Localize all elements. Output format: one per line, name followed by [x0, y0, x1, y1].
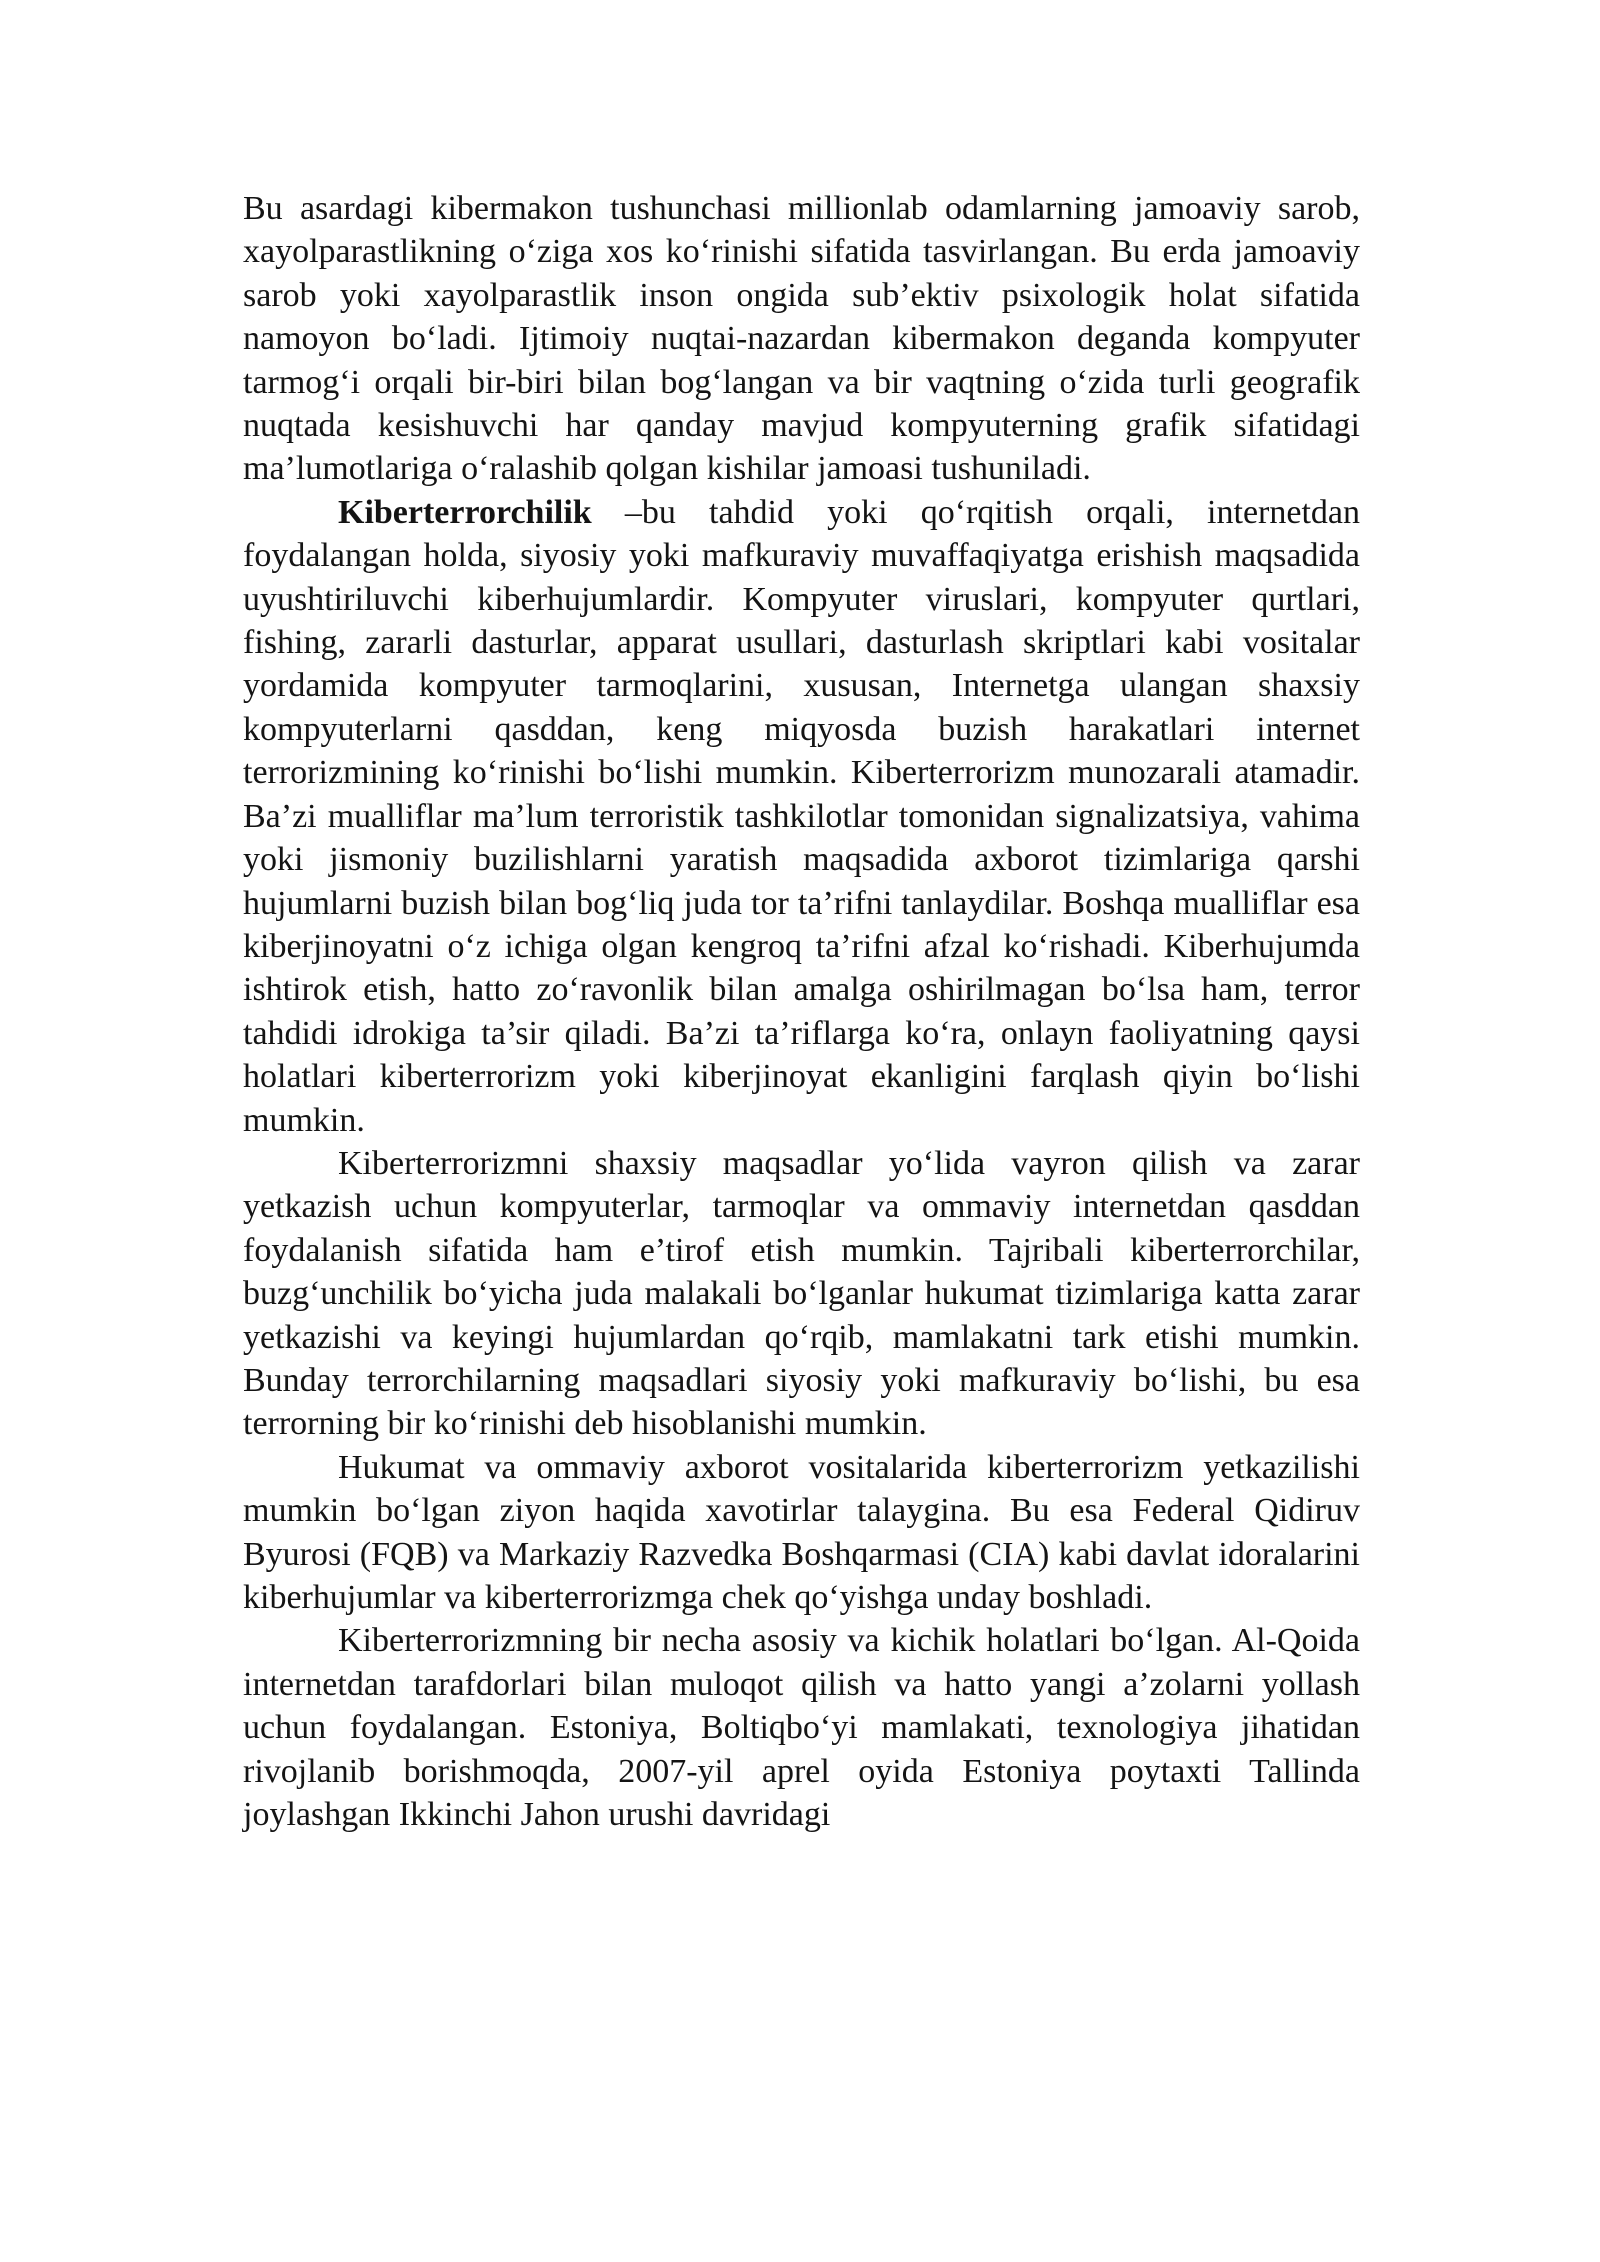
document-page — [243, 187, 1360, 1836]
paragraph-body: –bu tahdid yoki qo‘rqitish orqali, internetdan foydalangan holda, siyosiy yoki mafkuraviy muvaffaqiyatga erishish maqsadida uyushtiriluvchi kiberhujumlardir. Kompyuter viruslari, kompyuter qurtlari, fishing, zararli dasturlar, apparat usullari, dasturlash skriptlari kabi vositalar yordamida kompyuter tarmoqlarini, xususan, Internetga ulangan shaxsiy kompyuterlarni qasddan, keng miqyosda buzish harakatlari internet terrorizmining ko‘rinishi bo‘lishi mumkin. Kiberterrorizm munozarali atamadir. Ba’zi mualliflar ma’lum terroristik tashkilotlar tomonidan signalizatsiya, vahima yoki jismoniy buzilishlarni yaratish maqsadida axborot tizimlariga qarshi hujumlarni buzish bilan bog‘liq juda tor ta’rifni tanlaydilar. Boshqa mualliflar esa kiberjinoyatni o‘z ichiga olgan kengroq ta’rifni afzal ko‘rishadi. Kiberhujumda ishtirok etish, hatto zo‘ravonlik bilan amalga oshirilmagan bo‘lsa ham, terror tahdidi idrokiga ta’sir qiladi. Ba’zi ta’riflarga ko‘ra, onlayn faoliyatning qaysi holatlari kiberterrorizm yoki kiberjinoyat ekanligini farqlash qiyin bo‘lishi mumkin. — [243, 493, 1360, 1139]
paragraph-personal-goals: Kiberterrorizmni shaxsiy maqsadlar yo‘lida vayron qilish va zarar yetkazish uchun kompyuterlar, tarmoqlar va ommaviy internetdan qasddan foydalanish sifatida ham e’tirof etish mumkin. Tajribali kiberterrorchilar, buzg‘unchilik bo‘yicha juda malakali bo‘lganlar hukumat tizimlariga katta zarar yetkazishi va keyingi hujumlardan qo‘rqib, mamlakatni tark etishi mumkin. Bunday terrorchilarning maqsadlari siyosiy yoki mafkuraviy bo‘lishi, bu esa terrorning bir ko‘rinishi deb hisoblanishi mumkin. — [243, 1144, 1360, 1443]
paragraph-cyberterrorism-definition — [243, 491, 1360, 1142]
paragraph-cyberspace: Bu asardagi kibermakon tushunchasi millionlab odamlarning jamoaviy sarob, xayolparastlikning o‘ziga xos ko‘rinishi sifatida tasvirlangan. Bu erda jamoaviy sarob yoki xayolparastlik inson ongida sub’ektiv psixologik holat sifatida namoyon bo‘ladi. Ijtimoiy nuqtai-nazardan kibermakon deganda kompyuter tarmog‘i orqali bir-biri bilan bog‘langan va bir vaqtning o‘zida turli geografik nuqtada kesishuvchi har qanday mavjud kompyuterning grafik sifatidagi ma’lumotlariga o‘ralashib qolgan kishilar jamoasi tushuniladi. — [243, 190, 1360, 488]
term-kiberterrorchilik: Kiberterrorchilik — [338, 493, 592, 531]
paragraph-cases: Kiberterrorizmning bir necha asosiy va kichik holatlari bo‘lgan. Al-Qoida internetdan tarafdorlari bilan muloqot qilish va hatto yangi a’zolarni yollash uchun foydalangan. Estoniya, Boltiqbo‘yi mamlakati, texnologiya jihatidan rivojlanib borishmoqda, 2007-yil aprel oyida Estoniya poytaxti Tallinda joylashgan Ikkinchi Jahon urushi davridagi — [243, 1622, 1360, 1834]
paragraph-government-concerns: Hukumat va ommaviy axborot vositalarida kiberterrorizm yetkazilishi mumkin bo‘lgan ziyon haqida xavotirlar talaygina. Bu esa Federal Qidiruv Byurosi (FQB) va Markaziy Razvedka Boshqarmasi (CIA) kabi davlat idoralarini kiberhujumlar va kiberterrorizmga chek qo‘yishga unday boshladi. — [243, 1448, 1360, 1616]
